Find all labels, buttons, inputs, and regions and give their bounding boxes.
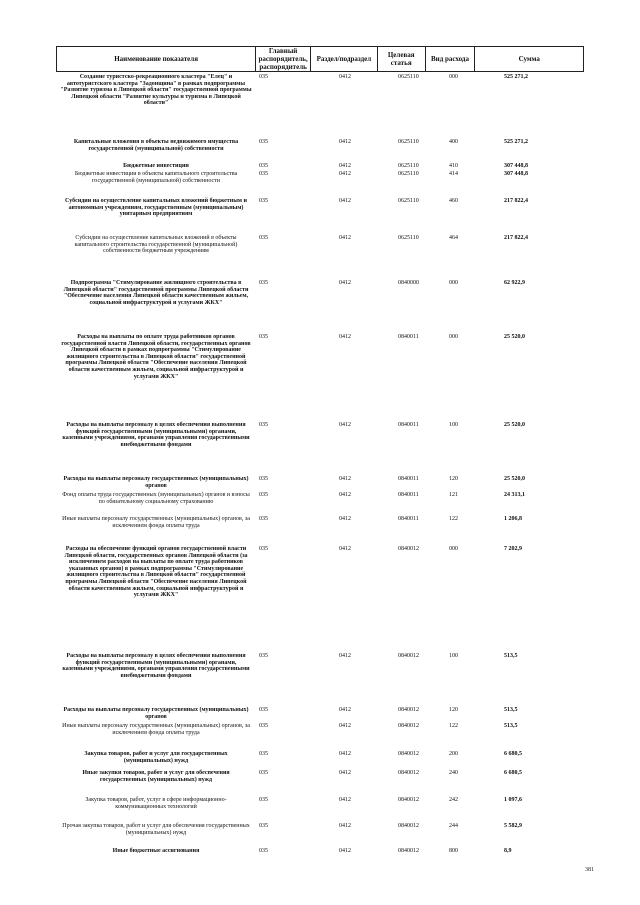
row-name: Расходы на выплаты персоналу в целях обеспечения выполнения функций государственными (муниципальными) органами, казенными учреждениями, органами управления государственными внебюджетными фондами — [62, 653, 250, 679]
row-disp: 035 — [259, 823, 268, 829]
row-vr: 460 — [449, 198, 458, 204]
row-name: Бюджетные инвестиции в объекты капитального строительства государственной (муниципальной) собственности — [74, 171, 238, 184]
row-name: Подпрограмма "Стимулирование жилищного строительства в Липецкой области" государственной программы Липецкой области "Обеспечение населения Липецкой области качественным жильем, социальной инфраструктурой и услугами ЖКХ" — [63, 280, 249, 306]
row-name: Капитальные вложения в объекты недвижимого имущества государственной (муниципальной) собственности — [73, 139, 239, 152]
row-csr: 0625110 — [398, 235, 419, 241]
row-vr: 240 — [449, 770, 458, 776]
row-sum: 6 680,5 — [504, 770, 522, 776]
row-section: 0412 — [339, 198, 351, 204]
row-csr: 0840011 — [398, 492, 419, 498]
row-csr: 0840012 — [398, 546, 419, 552]
row-sum: 62 922,9 — [504, 280, 525, 286]
row-sum: 1 097,6 — [504, 797, 522, 803]
row-csr: 0625110 — [398, 139, 419, 145]
row-disp: 035 — [259, 653, 268, 659]
row-disp: 035 — [259, 848, 268, 854]
row-section: 0412 — [339, 770, 351, 776]
row-vr: 200 — [449, 751, 458, 757]
row-disp: 035 — [259, 74, 268, 80]
row-name: Расходы на выплаты персоналу государственных (муниципальных) органов — [63, 707, 249, 720]
row-disp: 035 — [259, 770, 268, 776]
row-section: 0412 — [339, 334, 351, 340]
row-name: Иные выплаты персоналу государственных (муниципальных) органов, за исключением фонда оплаты труда — [62, 723, 250, 736]
row-csr: 0840012 — [398, 723, 419, 729]
row-section: 0412 — [339, 171, 351, 177]
row-csr: 0840012 — [398, 797, 419, 803]
row-vr: 000 — [449, 280, 458, 286]
row-sum: 307 448,8 — [504, 163, 528, 169]
row-sum: 8,9 — [504, 848, 512, 854]
row-vr: 122 — [449, 723, 458, 729]
row-vr: 120 — [449, 476, 458, 482]
row-disp: 035 — [259, 476, 268, 482]
row-csr: 0625110 — [398, 74, 419, 80]
row-sum: 1 206,8 — [504, 516, 522, 522]
row-vr: 464 — [449, 235, 458, 241]
row-csr: 0625110 — [398, 163, 419, 169]
row-csr: 0840012 — [398, 751, 419, 757]
row-name: Расходы на обеспечение функций органов государственной власти Липецкой области, государственных органов Липецкой области (за исключением расходов на выплаты по оплате труда работников указанных органов) в рамках подпрограммы "Стимулирование жилищного строительства в Липецкой области" государственной программы Липецкой области "Обеспечение населения Липецкой области качественным жильем, социальной инфраструктурой и услугами ЖКХ" — [64, 546, 248, 599]
row-vr: 244 — [449, 823, 458, 829]
row-disp: 035 — [259, 198, 268, 204]
row-csr: 0625110 — [398, 198, 419, 204]
row-sum: 217 822,4 — [504, 198, 528, 204]
row-vr: 000 — [449, 546, 458, 552]
row-disp: 035 — [259, 546, 268, 552]
table-header — [56, 46, 584, 72]
header-sum: Сумма — [518, 54, 540, 63]
row-csr: 0840012 — [398, 653, 419, 659]
row-section: 0412 — [339, 751, 351, 757]
row-csr: 0625110 — [398, 171, 419, 177]
row-disp: 035 — [259, 422, 268, 428]
row-section: 0412 — [339, 823, 351, 829]
row-sum: 307 448,8 — [504, 171, 528, 177]
row-vr: 000 — [449, 334, 458, 340]
row-sum: 24 313,1 — [504, 492, 525, 498]
row-name: Расходы на выплаты персоналу государственных (муниципальных) органов — [63, 476, 249, 489]
row-section: 0412 — [339, 476, 351, 482]
row-sum: 513,5 — [504, 723, 518, 729]
header-csr: Целевая статья — [378, 47, 426, 71]
row-disp: 035 — [259, 334, 268, 340]
row-name: Фонд оплаты труда государственных (муниципальных) органов и взносы по обязательному социальному страхованию — [62, 492, 250, 505]
row-vr: 400 — [449, 139, 458, 145]
row-section: 0412 — [339, 280, 351, 286]
row-sum: 525 271,2 — [504, 74, 528, 80]
row-name: Субсидии на осуществление капитальных вложений в объекты капитального строительства государственной (муниципальной) собственности бюджетным учреждениям — [74, 235, 238, 255]
row-sum: 7 202,9 — [504, 546, 522, 552]
row-csr: 0840012 — [398, 770, 419, 776]
row-disp: 035 — [259, 723, 268, 729]
header-vr: Вид расхода — [426, 47, 476, 71]
row-csr: 0840011 — [398, 476, 419, 482]
row-name: Расходы на выплаты персоналу в целях обеспечения выполнения функций государственными (муниципальными) органами, казенными учреждениями, органами управления государственными внебюджетными фондами — [62, 422, 250, 448]
row-sum: 6 680,5 — [504, 751, 522, 757]
row-sum: 513,5 — [504, 707, 518, 713]
row-csr: 0840011 — [398, 516, 419, 522]
row-disp: 035 — [259, 163, 268, 169]
row-name: Расходы на выплаты по оплате труда работников органов государственной власти Липецкой области, государственных органов Липецкой области в рамках подпрограммы "Стимулирование жилищного строительства в Липецкой области" государственной программы Липецкой области "Обеспечение населения Липецкой области качественным жильем, социальной инфраструктурой и услугами ЖКХ" — [61, 334, 251, 380]
row-section: 0412 — [339, 516, 351, 522]
row-name: Субсидии на осуществление капитальных вложений бюджетным и автономным учреждениям, государственным (муниципальным) унитарным предприятиям — [65, 198, 247, 218]
row-csr: 0840012 — [398, 848, 419, 854]
row-section: 0412 — [339, 235, 351, 241]
row-vr: 242 — [449, 797, 458, 803]
row-disp: 035 — [259, 492, 268, 498]
row-csr: 0840000 — [398, 280, 419, 286]
header-disp: Главный распорядитель, распорядитель — [256, 47, 311, 71]
row-sum: 525 271,2 — [504, 139, 528, 145]
row-vr: 121 — [449, 492, 458, 498]
row-section: 0412 — [339, 653, 351, 659]
row-disp: 035 — [259, 797, 268, 803]
row-disp: 035 — [259, 280, 268, 286]
row-csr: 0840011 — [398, 334, 419, 340]
row-csr: 0840011 — [398, 422, 419, 428]
row-section: 0412 — [339, 163, 351, 169]
row-vr: 100 — [449, 422, 458, 428]
row-vr: 100 — [449, 653, 458, 659]
row-section: 0412 — [339, 848, 351, 854]
row-name: Создание туристско-рекреационного кластера "Елец" и автотуристского кластера "Задонщина" в рамках подпрограммы "Развитие туризма в Липецкой области" государственной программы Липецкой области "Развитие культуры и туризма в Липецкой области" — [60, 74, 252, 107]
row-vr: 800 — [449, 848, 458, 854]
row-name: Бюджетные инвестиции — [123, 163, 189, 169]
row-section: 0412 — [339, 139, 351, 145]
row-name: Прочая закупка товаров, работ и услуг для обеспечения государственных (муниципальных) нужд — [62, 823, 250, 836]
row-section: 0412 — [339, 546, 351, 552]
row-name: Иные закупки товаров, работ и услуг для обеспечения государственных (муниципальных) нужд — [82, 770, 230, 783]
row-sum: 25 520,0 — [504, 422, 525, 428]
header-name: Наименование показателя — [57, 47, 256, 71]
row-disp: 035 — [259, 751, 268, 757]
row-disp: 035 — [259, 139, 268, 145]
row-section: 0412 — [339, 723, 351, 729]
row-disp: 035 — [259, 516, 268, 522]
row-section: 0412 — [339, 74, 351, 80]
row-disp: 035 — [259, 171, 268, 177]
row-sum: 25 520,0 — [504, 476, 525, 482]
row-name: Иные бюджетные ассигнования — [112, 848, 200, 854]
row-csr: 0840012 — [398, 707, 419, 713]
row-vr: 000 — [449, 74, 458, 80]
row-section: 0412 — [339, 422, 351, 428]
row-sum: 217 822,4 — [504, 235, 528, 241]
row-vr: 120 — [449, 707, 458, 713]
header-section: Раздел/подраздел — [311, 47, 378, 71]
row-vr: 122 — [449, 516, 458, 522]
row-csr: 0840012 — [398, 823, 419, 829]
row-name: Иные выплаты персоналу государственных (муниципальных) органов, за исключением фонда оплаты труда — [62, 516, 250, 529]
row-vr: 410 — [449, 163, 458, 169]
row-section: 0412 — [339, 492, 351, 498]
row-disp: 035 — [259, 707, 268, 713]
row-sum: 25 520,0 — [504, 334, 525, 340]
row-name: Закупка товаров, работ, услуг в сфере информационно-коммуникационных технологий — [85, 797, 227, 810]
row-sum: 513,5 — [504, 653, 518, 659]
row-vr: 414 — [449, 171, 458, 177]
row-name: Закупка товаров, работ и услуг для государственных (муниципальных) нужд — [84, 751, 228, 764]
row-sum: 5 582,9 — [504, 823, 522, 829]
row-disp: 035 — [259, 235, 268, 241]
page-number: 381 — [585, 867, 594, 873]
row-section: 0412 — [339, 707, 351, 713]
row-section: 0412 — [339, 797, 351, 803]
